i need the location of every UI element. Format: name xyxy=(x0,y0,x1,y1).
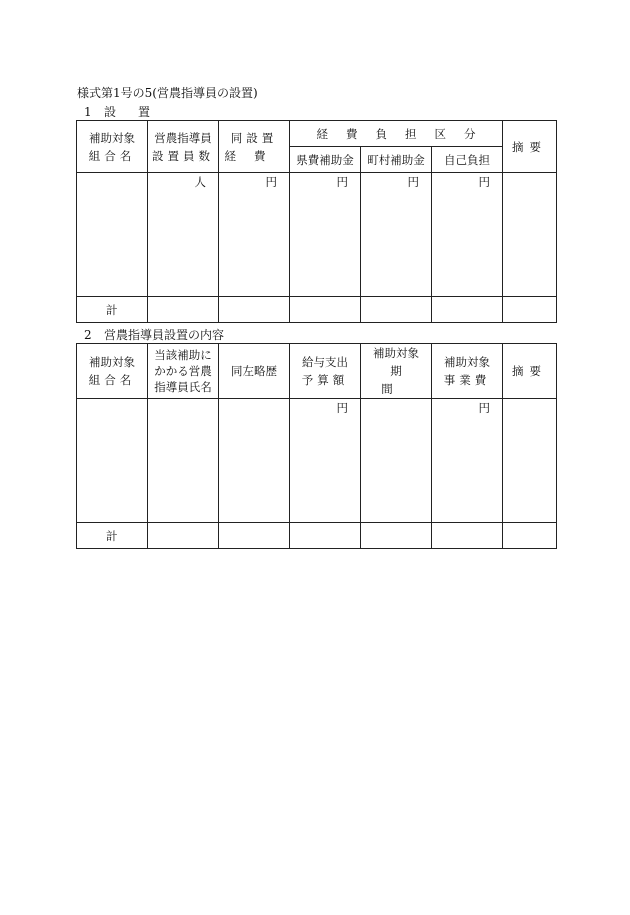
header-instructor-count-line2: 設置員数 xyxy=(152,148,214,163)
unit-person: 人 xyxy=(194,175,206,189)
total-row xyxy=(77,523,557,549)
cell-instructor-name[interactable] xyxy=(148,399,219,523)
header-salary-budget xyxy=(290,344,361,399)
cell-prefectural-subsidy[interactable] xyxy=(290,173,361,297)
total-career[interactable] xyxy=(219,523,290,549)
header-subsidy-period xyxy=(361,344,432,399)
total-instructor-name[interactable] xyxy=(148,523,219,549)
header-project-cost-line1: 補助対象 xyxy=(444,355,490,369)
total-label: 計 xyxy=(77,523,148,549)
total-instructor-count[interactable] xyxy=(148,297,219,323)
header-instructor-count-line1: 営農指導員 xyxy=(154,130,212,145)
total-subsidy-period[interactable] xyxy=(361,523,432,549)
cell-self-burden[interactable] xyxy=(432,173,503,297)
cell-cooperative-name[interactable] xyxy=(77,173,148,297)
total-project-cost[interactable] xyxy=(432,523,503,549)
unit-yen: 円 xyxy=(407,175,419,189)
unit-yen: 円 xyxy=(478,401,490,415)
header-cooperative-name-line1: 補助対象 xyxy=(89,355,135,369)
cell-subsidy-period[interactable] xyxy=(361,399,432,523)
header-instructor-name-line2: かかる営農 xyxy=(154,364,212,378)
unit-yen: 円 xyxy=(478,175,491,189)
header-cooperative-name xyxy=(77,121,148,173)
section1-title: 設置 xyxy=(104,105,173,119)
total-label: 計 xyxy=(77,297,148,323)
header-cooperative-name xyxy=(77,344,148,399)
total-town-subsidy[interactable] xyxy=(361,297,432,323)
table-row xyxy=(77,173,557,297)
unit-yen: 円 xyxy=(336,175,348,189)
total-salary-budget[interactable] xyxy=(290,523,361,549)
header-prefectural-subsidy: 県費補助金 xyxy=(290,147,361,173)
total-prefectural-subsidy[interactable] xyxy=(290,297,361,323)
total-remarks[interactable] xyxy=(503,523,557,549)
cell-instructor-count[interactable] xyxy=(148,173,219,297)
cell-cooperative-name[interactable] xyxy=(77,399,148,523)
form-title: 様式第1号の5(営農指導員の設置) xyxy=(77,86,258,100)
header-instructor-name xyxy=(148,344,219,399)
installation-table xyxy=(76,120,557,323)
header-cost-burden-group: 経費負担区分 xyxy=(290,121,503,147)
section2-number: 2 xyxy=(84,328,92,342)
header-instructor-name-line3: 指導員氏名 xyxy=(154,380,212,394)
header-installation-cost-line1: 同設置 xyxy=(230,130,278,145)
header-installation-cost-line2: 経費 xyxy=(224,148,284,163)
header-remarks: 摘要 xyxy=(503,121,557,173)
cell-town-subsidy[interactable] xyxy=(361,173,432,297)
unit-yen: 円 xyxy=(265,175,277,189)
header-instructor-name-line1: 当該補助に xyxy=(154,348,212,362)
header-project-cost-line2: 事業費 xyxy=(443,373,491,387)
section2-title: 営農指導員設置の内容 xyxy=(104,328,225,342)
cell-salary-budget[interactable] xyxy=(290,399,361,523)
header-town-subsidy: 町村補助金 xyxy=(361,147,432,173)
header-cooperative-name-line2: 組合名 xyxy=(88,373,136,387)
header-project-cost xyxy=(432,344,503,399)
header-remarks: 摘要 xyxy=(503,344,557,399)
header-installation-cost xyxy=(219,121,290,173)
cell-installation-cost[interactable] xyxy=(219,173,290,297)
cell-career[interactable] xyxy=(219,399,290,523)
cell-remarks[interactable] xyxy=(503,173,557,297)
section2-heading xyxy=(84,326,224,343)
table-row xyxy=(77,399,557,523)
header-career: 同左略歴 xyxy=(219,344,290,399)
cell-remarks[interactable] xyxy=(503,399,557,523)
header-cooperative-name-line2: 組合名 xyxy=(88,148,136,163)
section1-number: 1 xyxy=(84,105,92,119)
header-subsidy-period-line1: 補助対象 xyxy=(373,346,419,360)
unit-yen: 円 xyxy=(336,401,348,415)
total-remarks[interactable] xyxy=(503,297,557,323)
header-salary-budget-line1: 給与支出 xyxy=(302,355,348,369)
cell-project-cost[interactable] xyxy=(432,399,503,523)
total-self-burden[interactable] xyxy=(432,297,503,323)
header-cooperative-name-line1: 補助対象 xyxy=(89,130,135,145)
header-salary-budget-line2: 予算額 xyxy=(301,373,349,387)
total-installation-cost[interactable] xyxy=(219,297,290,323)
section1-heading xyxy=(84,103,172,120)
header-self-burden: 自己負担 xyxy=(432,147,503,173)
header-subsidy-period-line2: 期間 xyxy=(381,364,420,396)
content-table xyxy=(76,343,557,549)
header-instructor-count xyxy=(148,121,219,173)
total-row xyxy=(77,297,557,323)
